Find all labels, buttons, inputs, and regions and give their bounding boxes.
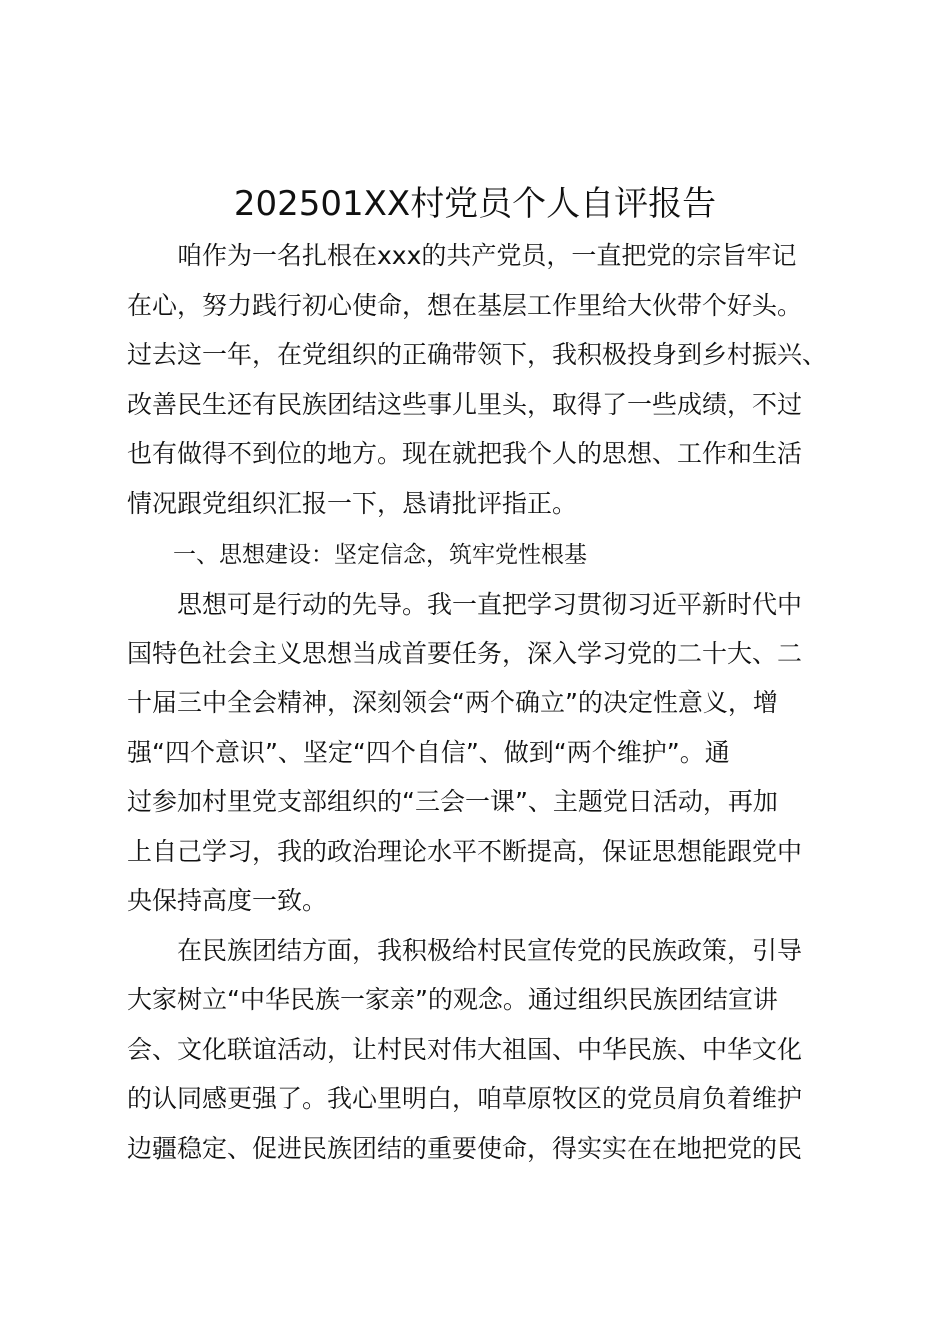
- body-line: 在民族团结方面，我积极给村民宣传党的民族政策，引导: [127, 936, 803, 965]
- body-line: 大家树立“中华民族一家亲”的观念。通过组织民族团结宣讲: [127, 985, 778, 1014]
- body-line: 央保持高度一致。: [127, 886, 328, 915]
- body-line: 上自己学习，我的政治理论水平不断提高，保证思想能跟党中: [127, 837, 803, 866]
- body-line: 在心，努力践行初心使命，想在基层工作里给大伙带个好头。: [127, 291, 803, 320]
- body-line: 改善民生还有民族团结这些事儿里头，取得了一些成绩，不过: [127, 390, 803, 419]
- body-line: 边疆稳定、促进民族团结的重要使命，得实实在在地把党的民: [127, 1134, 803, 1163]
- document-title: 202501XX村党员个人自评报告: [233, 184, 717, 224]
- body-line: 情况跟党组织汇报一下，恳请批评指正。: [127, 489, 578, 518]
- body-line: 咱作为一名扎根在xxx的共产党员，一直把党的宗旨牢记: [127, 241, 797, 270]
- body-line: 思想可是行动的先导。我一直把学习贯彻习近平新时代中: [127, 590, 803, 619]
- body-line: 十届三中全会精神，深刻领会“两个确立”的决定性意义，增: [127, 688, 778, 717]
- body-line: 的认同感更强了。我心里明白，咱草原牧区的党员肩负着维护: [127, 1084, 803, 1113]
- body-line: 会、文化联谊活动，让村民对伟大祖国、中华民族、中华文化: [127, 1035, 803, 1064]
- body-line: 过去这一年，在党组织的正确带领下，我积极投身到乡村振兴、: [127, 340, 828, 369]
- section-heading: 一、思想建设：坚定信念，筑牢党性根基: [127, 542, 587, 568]
- body-line: 也有做得不到位的地方。现在就把我个人的思想、工作和生活: [127, 439, 803, 468]
- body-line: 过参加村里党支部组织的“三会一课”、主题党日活动，再加: [127, 787, 778, 816]
- body-line: 强“四个意识”、坚定“四个自信”、做到“两个维护”。通: [127, 738, 730, 767]
- body-line: 国特色社会主义思想当成首要任务，深入学习党的二十大、二: [127, 639, 803, 668]
